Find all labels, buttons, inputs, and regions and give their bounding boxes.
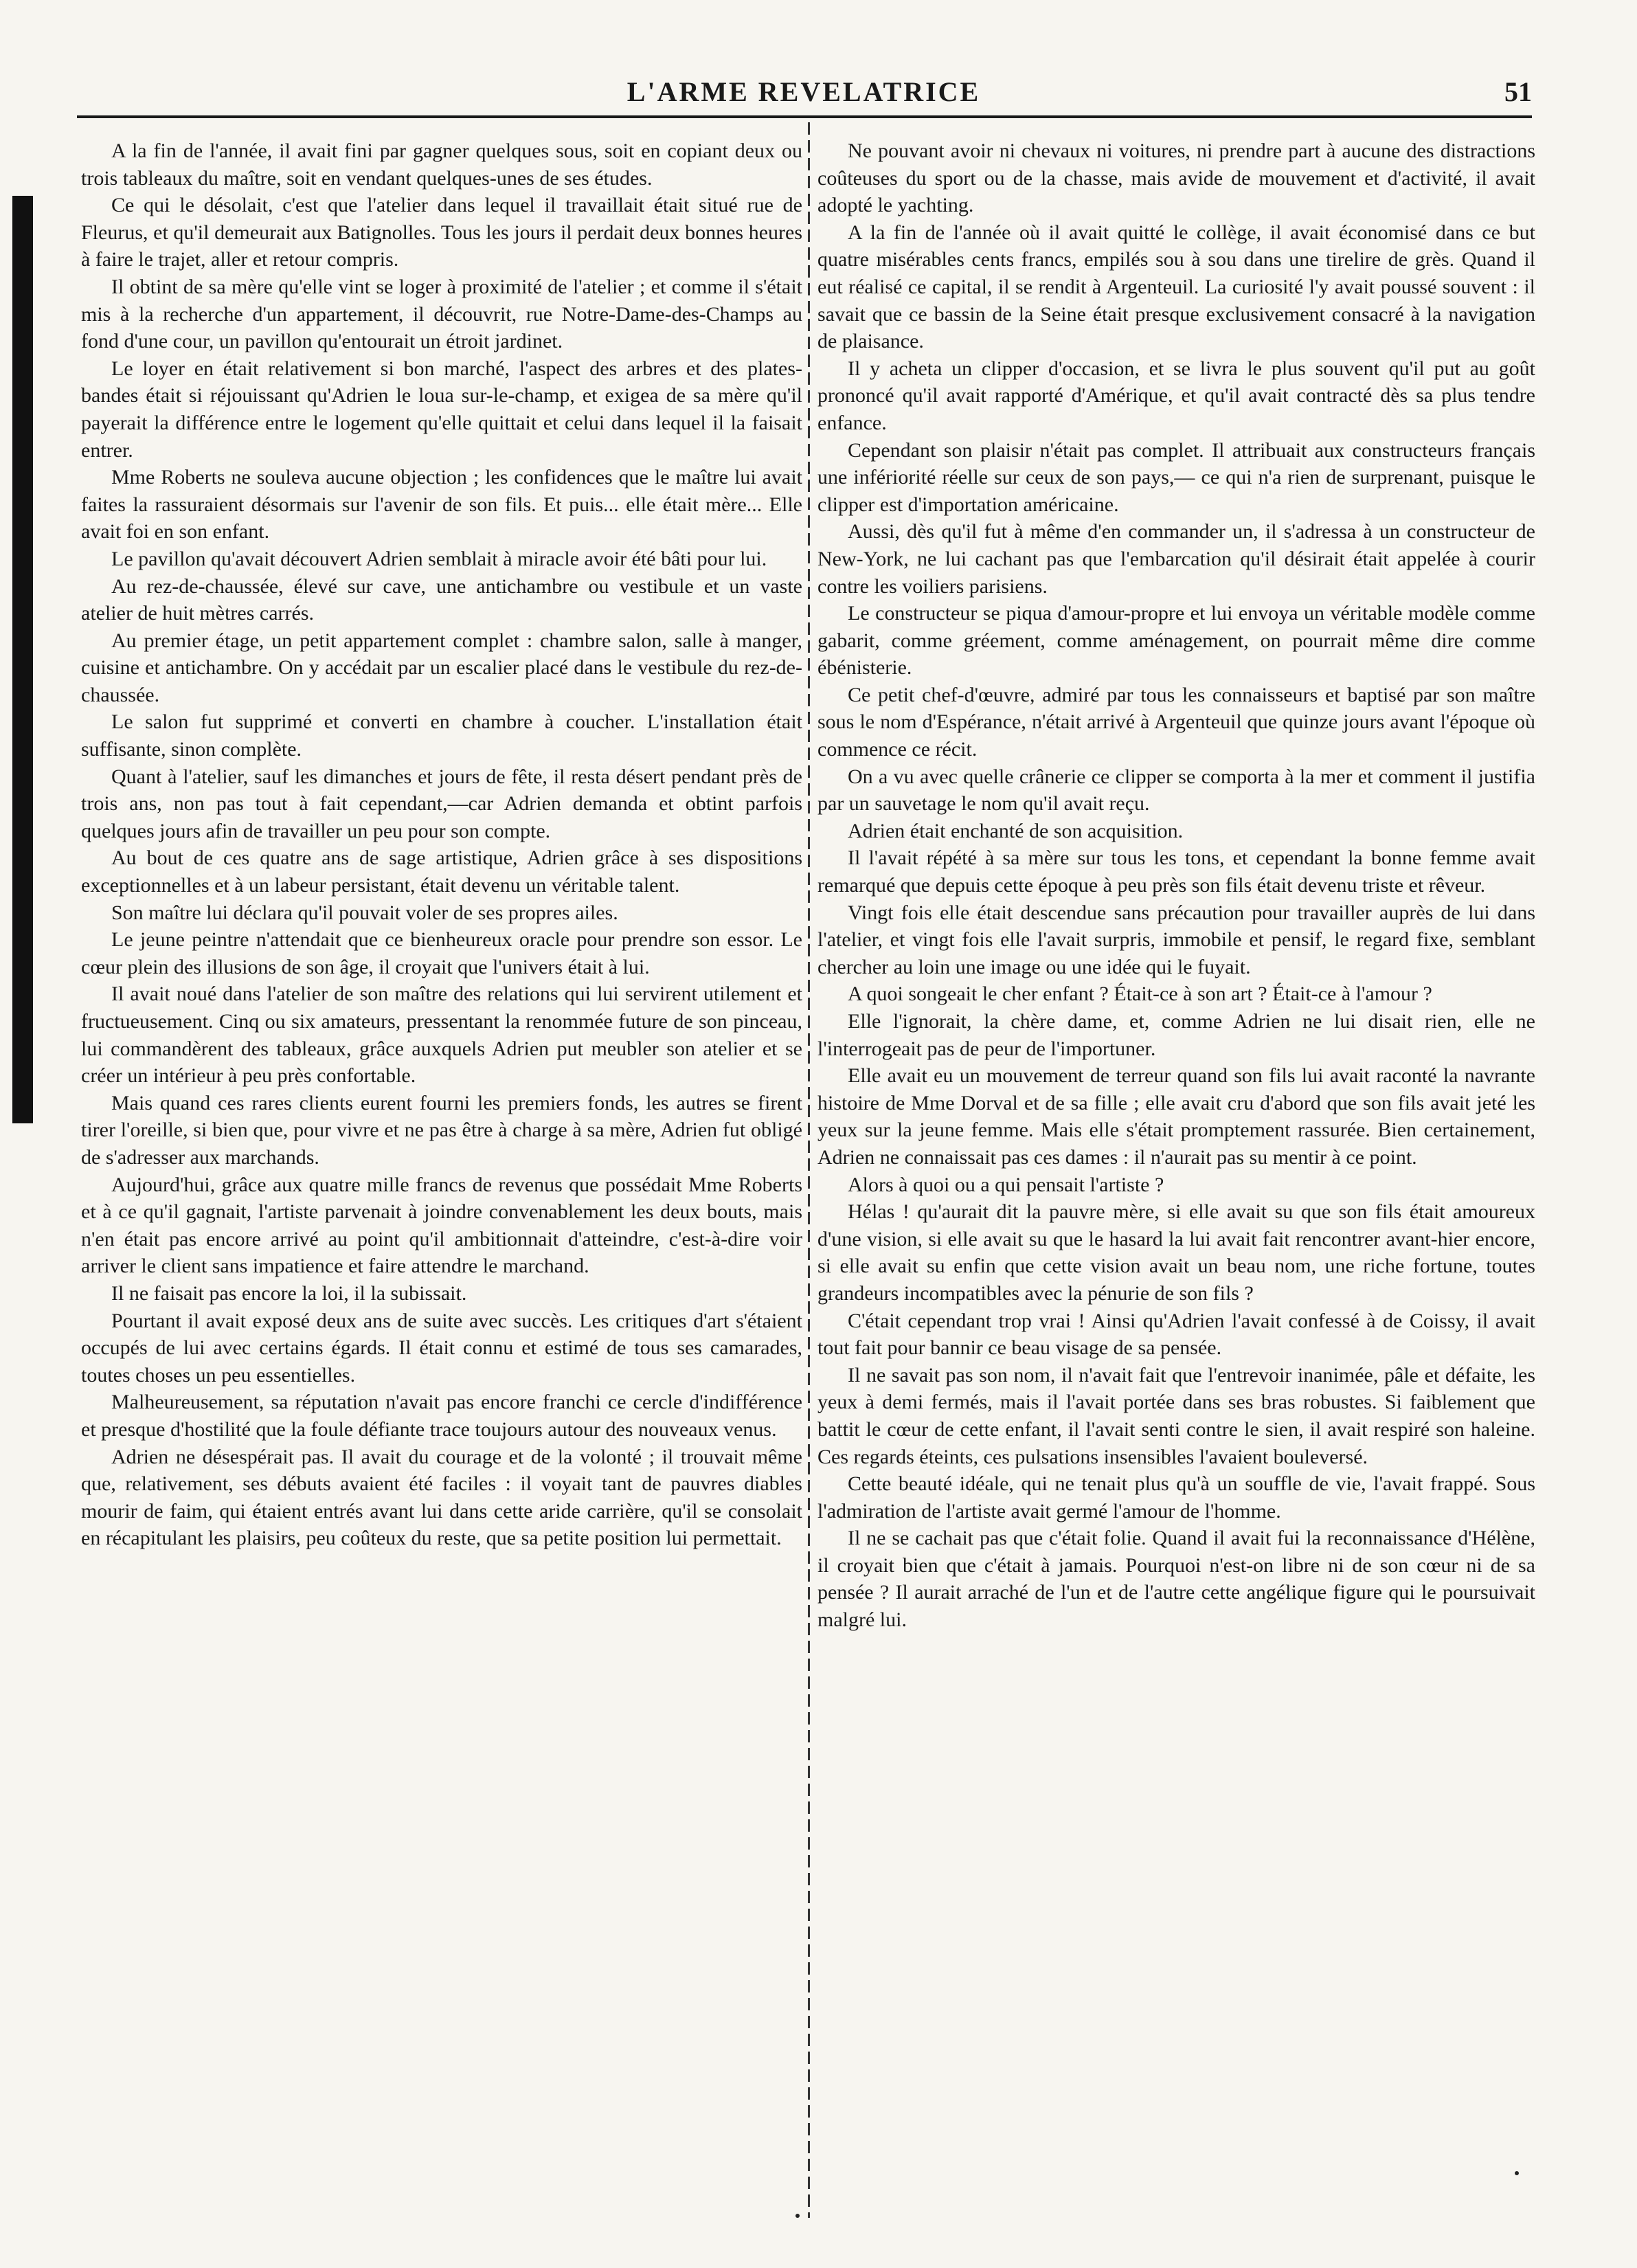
paragraph: Il ne savait pas son nom, il n'avait fait que l'entrevoir inanimée, pâle et défaite, les yeux à demi fermés, mais il l'avait portée dans ses bras robustes. Si faiblement que battit le cœur de cette enfant, il l'avait senti contre le sien, il avait respiré son haleine. Ces regards éteints, ces pulsations insensibles l'avaient bouleversé.	[817, 1363, 1535, 1468]
paragraph: Au rez-de-chaussée, élevé sur cave, une antichambre ou vestibule et un vaste atelier de huit mètres carrés.	[81, 574, 802, 625]
paragraph: Il l'avait répété à sa mère sur tous les tons, et cependant la bonne femme avait remarqué que depuis cette époque à peu près son fils était devenu triste et rêveur.	[817, 846, 1535, 897]
margin-ink-bar	[12, 196, 33, 1123]
paragraph: Adrien ne désespérait pas. Il avait du courage et de la volonté ; il trouvait même que, relativement, ses débuts avaient été faciles : il voyait tant de pauvres diables mourir de faim, qui étaient entrés avant lui dans cette aride carrière, qu'il se consolait en récapitulant les plaisirs, peu coûteux du reste, que sa petite position lui permettait.	[81, 1445, 802, 1550]
page-number: 51	[1504, 76, 1532, 107]
paragraph: C'était cependant trop vrai ! Ainsi qu'Adrien l'avait confessé à de Coissy, il avait tout fait pour bannir ce beau visage de sa pensée.	[817, 1309, 1535, 1360]
stray-ink-dot	[795, 2214, 800, 2218]
stray-ink-dot	[1515, 2171, 1519, 2175]
left-column	[81, 137, 802, 1552]
running-title: L'ARME REVELATRICE	[626, 76, 981, 107]
page-header	[76, 76, 1532, 117]
paragraph: Malheureusement, sa réputation n'avait pas encore franchi ce cercle d'indifférence et presque d'hostilité que la foule défiante trace toujours autour des nouveaux venus.	[81, 1391, 802, 1441]
paragraph: Le jeune peintre n'attendait que ce bienheureux oracle pour prendre son essor. Le cœur plein des illusions de son âge, il croyait que l'univers était à lui.	[81, 928, 802, 978]
paragraph: Adrien était enchanté de son acquisition.	[848, 819, 1184, 842]
paragraph: Il avait noué dans l'atelier de son maître des relations qui lui servirent utilement et fructueusement. Cinq ou six amateurs, pressentant la renommée future de son pinceau, lui commandèrent des tableaux, grâce auxquels Adrien put meubler son atelier et se créer un intérieur à peu près confortable.	[81, 983, 802, 1088]
paragraph: Il ne se cachait pas que c'était folie. Quand il avait fui la reconnaissance d'Hélène, il croyait bien que c'était à jamais. Pourquoi n'est-on libre ni de son cœur ni de sa pensée ? Il aurait arraché de l'un et de l'autre cette angélique figure qui le poursuivait malgré lui.	[817, 1527, 1535, 1632]
paragraph: Pourtant il avait exposé deux ans de suite avec succès. Les critiques d'art s'étaient occupés de lui avec certains égards. Il était connu et estimé de tous ses camarades, toutes choses un peu essentielles.	[81, 1309, 802, 1386]
paragraph: Il ne faisait pas encore la loi, il la subissait.	[111, 1281, 467, 1305]
paragraph: Le pavillon qu'avait découvert Adrien semblait à miracle avoir été bâti pour lui.	[111, 547, 767, 570]
paragraph: Mme Roberts ne souleva aucune objection ; les confidences que le maître lui avait faites la rassuraient désormais sur l'avenir de son fils. Et puis... elle était mère... Elle avait foi en son enfant.	[81, 466, 802, 543]
paragraph: Ne pouvant avoir ni chevaux ni voitures, ni prendre part à aucune des distractions coûteuses du sport ou de la chasse, mais avide de mouvement et d'activité, il avait adopté le yachting.	[817, 139, 1535, 217]
paragraph: Au premier étage, un petit appartement complet : chambre salon, salle à manger, cuisine et antichambre. On y accédait par un escalier placé dans le vestibule du rez-de-chaussée.	[81, 629, 802, 706]
paragraph: A la fin de l'année, il avait fini par gagner quelques sous, soit en copiant deux ou trois tableaux du maître, soit en vendant quelques-unes de ses études.	[81, 139, 802, 190]
paragraph: Cependant son plaisir n'était pas complet. Il attribuait aux constructeurs français une infériorité réelle sur ceux de son pays,— ce qui n'a rien de surprenant, puisque le clipper est d'importation américaine.	[817, 438, 1535, 516]
paragraph: A la fin de l'année où il avait quitté le collège, il avait économisé dans ce but quatre misérables cents francs, empilés sou à sou dans une tirelire de grès. Quand il eut réalisé ce capital, il se rendit à Argenteuil. La curiosité l'y avait poussé souvent : il savait que ce bassin de la Seine était presque exclusivement consacré à la navigation de plaisance.	[817, 221, 1535, 353]
right-column	[817, 137, 1535, 1634]
paragraph: Aussi, dès qu'il fut à même d'en commander un, il s'adressa à un constructeur de New-York, ne lui cachant pas que l'embarcation qu'il désirait était appelée à courir contre les voiliers parisiens.	[817, 520, 1535, 598]
paragraph: Alors à quoi ou a qui pensait l'artiste ?	[848, 1173, 1164, 1196]
paragraph: Son maître lui déclara qu'il pouvait voler de ses propres ailes.	[111, 901, 618, 924]
paragraph: A quoi songeait le cher enfant ? Était-ce à son art ? Était-ce à l'amour ?	[848, 983, 1432, 1006]
paragraph: Cette beauté idéale, qui ne tenait plus qu'à un souffle de vie, l'avait frappé. Sous l'admiration de l'artiste avait germé l'amour de l'homme.	[817, 1472, 1535, 1523]
paragraph: On a vu avec quelle crânerie ce clipper se comporta à la mer et comment il justifia par un sauvetage le nom qu'il avait reçu.	[817, 765, 1535, 816]
paragraph: Le constructeur se piqua d'amour-propre et lui envoya un véritable modèle comme gabarit, comme gréement, comme aménagement, on pourrait même dire comme ébénisterie.	[817, 602, 1535, 680]
paragraph: Il obtint de sa mère qu'elle vint se loger à proximité de l'atelier ; et comme il s'était mis à la recherche d'un appartement, il découvrit, rue Notre-Dame-des-Champs au fond d'une cour, un pavillon qu'entourait un étroit jardinet.	[81, 275, 802, 353]
paragraph: Le salon fut supprimé et converti en chambre à coucher. L'installation était suffisante, sinon complète.	[81, 710, 802, 761]
paragraph: Mais quand ces rares clients eurent fourni les premiers fonds, les autres se firent tirer l'oreille, si bien que, pour vivre et ne pas être à charge à sa mère, Adrien fut obligé de s'adresser aux marchands.	[81, 1091, 802, 1169]
paragraph: Il y acheta un clipper d'occasion, et se livra le plus souvent qu'il put au goût prononcé qu'il avait rapporté d'Amérique, et qu'il avait contracté dès sa plus tendre enfance.	[817, 357, 1535, 434]
paragraph: Ce qui le désolait, c'est que l'atelier dans lequel il travaillait était situé rue de Fleurus, et qu'il demeurait aux Batignolles. Tous les jours il perdait deux bonnes heures à faire le trajet, aller et retour compris.	[81, 194, 802, 271]
paragraph: Quant à l'atelier, sauf les dimanches et jours de fête, il resta désert pendant près de trois ans, non pas tout à fait cependant,—car Adrien demanda et obtint parfois quelques jours afin de travailler un peu pour son compte.	[81, 765, 802, 842]
column-divider	[808, 122, 810, 2218]
paragraph: Elle l'ignorait, la chère dame, et, comme Adrien ne lui disait rien, elle ne l'interrogeait pas de peur de l'importuner.	[817, 1010, 1535, 1060]
paragraph: Hélas ! qu'aurait dit la pauvre mère, si elle avait su que son fils était amoureux d'une vision, si elle avait su que le hasard la lui avait fait rencontrer avant-hier encore, si elle avait su enfin que cette vision avait un beau nom, une riche fortune, toutes grandeurs incompatibles avec la pénurie de son fils ?	[817, 1200, 1535, 1305]
paragraph: Elle avait eu un mouvement de terreur quand son fils lui avait raconté la navrante histoire de Mme Dorval et de sa fille ; elle avait cru d'abord que son fils avait jeté les yeux sur la jeune femme. Mais elle s'était promptement rassurée. Bien certainement, Adrien ne connaissait pas ces dames : il n'aurait pas su mentir à ce point.	[817, 1064, 1535, 1169]
paragraph: Vingt fois elle était descendue sans précaution pour travailler auprès de lui dans l'atelier, et vingt fois elle l'avait surpris, immobile et pensif, le regard fixe, semblant chercher au loin une image ou une idée qui le fuyait.	[817, 901, 1535, 978]
paragraph: Ce petit chef-d'œuvre, admiré par tous les connaisseurs et baptisé par son maître sous le nom d'Espérance, n'était arrivé à Argenteuil que quinze jours avant l'époque où commence ce récit.	[817, 683, 1535, 761]
header-rule	[77, 115, 1532, 118]
paragraph: Aujourd'hui, grâce aux quatre mille francs de revenus que possédait Mme Roberts et à ce qu'il gagnait, l'artiste parvenait à joindre convenablement les deux bouts, mais n'en était pas encore arrivé au point qu'il ambitionnait d'atteindre, c'est-à-dire voir arriver le client sans impatience et faire attendre le marchand.	[81, 1173, 802, 1278]
paragraph: Au bout de ces quatre ans de sage artistique, Adrien grâce à ses dispositions exceptionnelles et à un labeur persistant, était devenu un véritable talent.	[81, 846, 802, 897]
paragraph: Le loyer en était relativement si bon marché, l'aspect des arbres et des plates-bandes était si réjouissant qu'Adrien le loua sur-le-champ, et exigea de sa mère qu'il payerait la différence entre le logement qu'elle quittait et celui dans lequel il la faisait entrer.	[81, 357, 802, 462]
